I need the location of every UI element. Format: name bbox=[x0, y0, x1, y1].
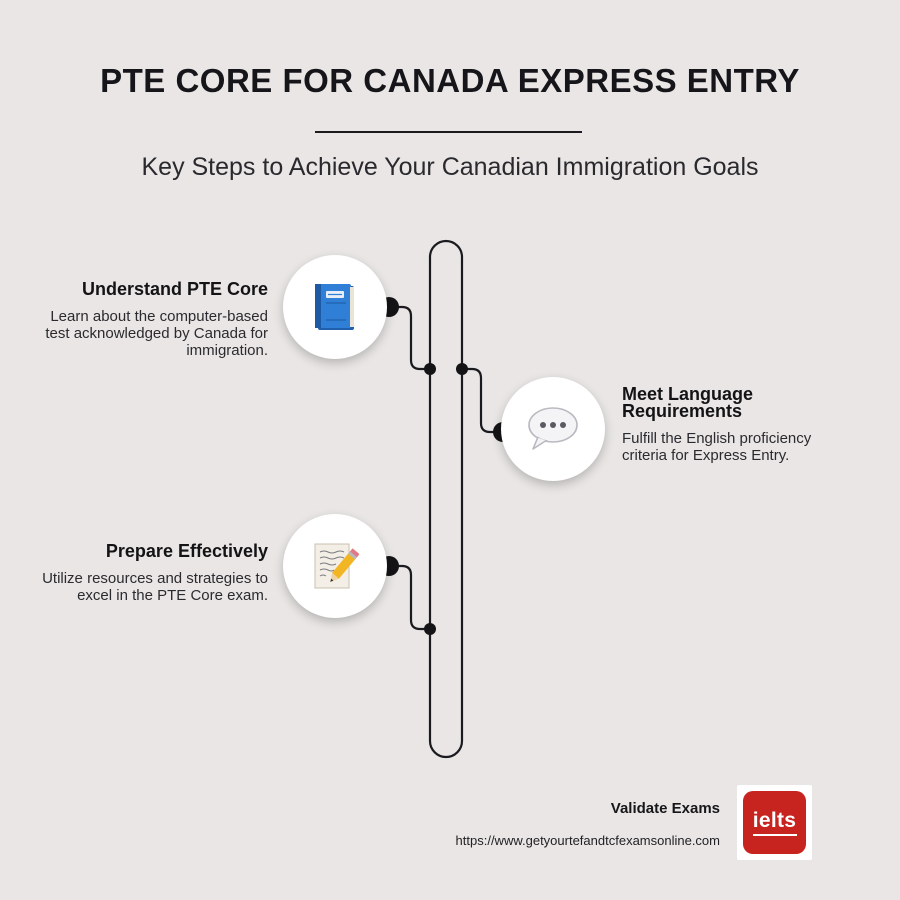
step-2-description: Fulfill the English proficiency criteria for Express Entry. bbox=[622, 430, 812, 464]
track-node-step-2 bbox=[456, 363, 468, 375]
step-3 bbox=[30, 543, 268, 604]
step-3-description: Utilize resources and strategies to excel in the PTE Core exam. bbox=[42, 570, 268, 604]
step-1 bbox=[30, 281, 268, 359]
connector-step-2 bbox=[462, 369, 503, 432]
step-1-icon-circle bbox=[283, 255, 387, 359]
blue-book-icon bbox=[312, 282, 358, 332]
speech-bubble-icon bbox=[526, 405, 580, 453]
footer-url[interactable]: https://www.getyourtefandtcfexamsonline.com bbox=[455, 833, 720, 848]
ielts-logo-underline bbox=[753, 834, 797, 836]
step-1-title: Understand PTE Core bbox=[81, 279, 268, 299]
ielts-logo-text: ielts bbox=[752, 808, 797, 832]
track-node-step-3 bbox=[424, 623, 436, 635]
step-3-icon-circle bbox=[283, 514, 387, 618]
step-2-title: Meet Language Requirements bbox=[622, 384, 754, 421]
memo-pencil-icon bbox=[311, 540, 359, 592]
timeline-track bbox=[430, 241, 462, 757]
ielts-logo-badge bbox=[743, 791, 806, 854]
step-2 bbox=[622, 386, 832, 464]
page-title: PTE CORE FOR CANADA EXPRESS ENTRY bbox=[100, 62, 800, 99]
footer-brand: Validate Exams bbox=[610, 800, 720, 817]
step-2-icon-circle bbox=[501, 377, 605, 481]
track-node-step-1 bbox=[424, 363, 436, 375]
step-1-description: Learn about the computer-based test acknowledged by Canada for immigration. bbox=[45, 308, 268, 359]
step-3-title: Prepare Effectively bbox=[105, 541, 268, 561]
page-subtitle: Key Steps to Achieve Your Canadian Immigration Goals bbox=[141, 153, 759, 181]
connector-step-3 bbox=[389, 566, 430, 629]
ielts-logo bbox=[737, 785, 812, 860]
connector-step-1 bbox=[389, 307, 430, 369]
